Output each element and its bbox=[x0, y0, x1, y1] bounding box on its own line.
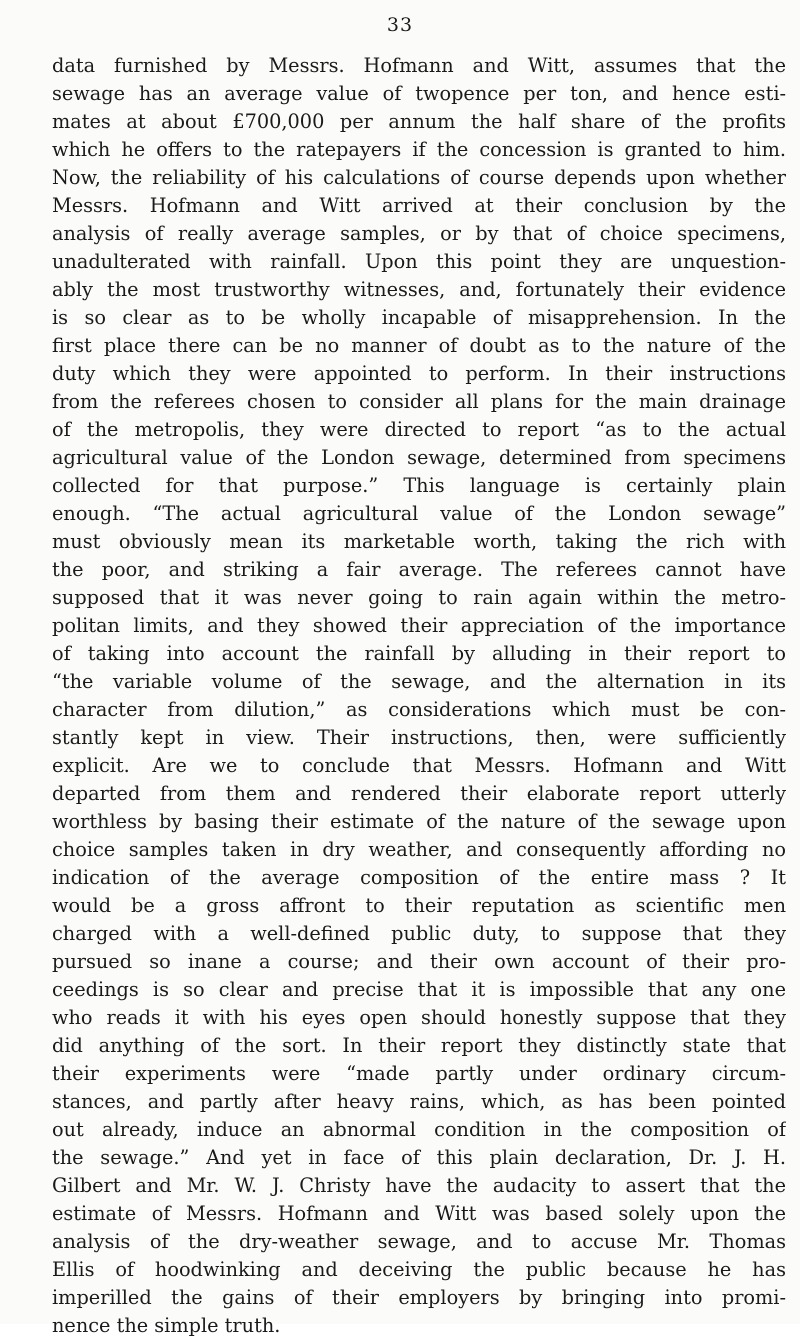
text-line: enough. “The actual agricultural value of the London sewage” bbox=[52, 502, 786, 525]
text-line: explicit. Are we to conclude that Messrs. Hofmann and Witt bbox=[52, 754, 786, 777]
text-line: charged with a well-defined public duty, to suppose that they bbox=[52, 922, 786, 945]
text-line: the poor, and striking a fair average. The referees cannot have bbox=[52, 558, 786, 581]
text-line: ably the most trustworthy witnesses, and, fortunately their evidence bbox=[52, 278, 786, 301]
text-line: of the metropolis, they were directed to report “as to the actual bbox=[52, 418, 786, 441]
text-line: which he offers to the ratepayers if the concession is granted to him. bbox=[52, 138, 786, 161]
text-line: must obviously mean its marketable worth, taking the rich with bbox=[52, 530, 786, 553]
text-line: imperilled the gains of their employers by bringing into promi- bbox=[52, 1286, 786, 1309]
text-line: mates at about £700,000 per annum the half share of the profits bbox=[52, 110, 786, 133]
text-line: data furnished by Messrs. Hofmann and Witt, assumes that the bbox=[52, 54, 786, 77]
text-line: agricultural value of the London sewage, determined from specimens bbox=[52, 446, 786, 469]
text-line: indication of the average composition of the entire mass ? It bbox=[52, 866, 786, 889]
text-line: sewage has an average value of twopence per ton, and hence esti- bbox=[52, 82, 786, 105]
text-line: character from dilution,” as considerations which must be con- bbox=[52, 698, 786, 721]
text-line: duty which they were appointed to perform. In their instructions bbox=[52, 362, 786, 385]
text-line: out already, induce an abnormal condition in the composition of bbox=[52, 1118, 786, 1141]
text-line: analysis of really average samples, or by that of choice specimens, bbox=[52, 222, 786, 245]
text-line: estimate of Messrs. Hofmann and Witt was based solely upon the bbox=[52, 1202, 786, 1225]
text-line: stances, and partly after heavy rains, which, as has been pointed bbox=[52, 1090, 786, 1113]
text-line: analysis of the dry-weather sewage, and to accuse Mr. Thomas bbox=[52, 1230, 786, 1253]
text-line: collected for that purpose.” This language is certainly plain bbox=[52, 474, 786, 497]
text-line: is so clear as to be wholly incapable of misapprehension. In the bbox=[52, 306, 786, 329]
text-line: nence the simple truth. bbox=[52, 1314, 281, 1337]
page-number: 33 bbox=[386, 14, 414, 36]
text-line: from the referees chosen to consider all plans for the main drainage bbox=[52, 390, 786, 413]
text-line: “the variable volume of the sewage, and the alternation in its bbox=[52, 670, 786, 693]
text-line: Messrs. Hofmann and Witt arrived at their conclusion by the bbox=[52, 194, 786, 217]
text-line: stantly kept in view. Their instructions, then, were sufficiently bbox=[52, 726, 786, 749]
text-line: Now, the reliability of his calculations of course depends upon whether bbox=[52, 166, 786, 189]
text-line: who reads it with his eyes open should honestly suppose that they bbox=[52, 1006, 786, 1029]
text-line: choice samples taken in dry weather, and consequently affording no bbox=[52, 838, 786, 861]
text-line: their experiments were “made partly under ordinary circum- bbox=[52, 1062, 786, 1085]
text-line: ceedings is so clear and precise that it is impossible that any one bbox=[52, 978, 786, 1001]
text-line: first place there can be no manner of doubt as to the nature of the bbox=[52, 334, 786, 357]
text-line: would be a gross affront to their reputation as scientific men bbox=[52, 894, 786, 917]
text-line: unadulterated with rainfall. Upon this point they are unquestion- bbox=[52, 250, 786, 273]
text-line: Gilbert and Mr. W. J. Christy have the audacity to assert that the bbox=[52, 1174, 786, 1197]
text-line: Ellis of hoodwinking and deceiving the public because he has bbox=[52, 1258, 786, 1281]
text-line: pursued so inane a course; and their own account of their pro- bbox=[52, 950, 786, 973]
text-line: worthless by basing their estimate of the nature of the sewage upon bbox=[52, 810, 786, 833]
text-line: did anything of the sort. In their report they distinctly state that bbox=[52, 1034, 786, 1057]
text-line: of taking into account the rainfall by alluding in their report to bbox=[52, 642, 786, 665]
text-line: politan limits, and they showed their appreciation of the importance bbox=[52, 614, 786, 637]
text-line: the sewage.” And yet in face of this plain declaration, Dr. J. H. bbox=[52, 1146, 786, 1169]
text-line: supposed that it was never going to rain again within the metro- bbox=[52, 586, 786, 609]
text-line: departed from them and rendered their elaborate report utterly bbox=[52, 782, 786, 805]
